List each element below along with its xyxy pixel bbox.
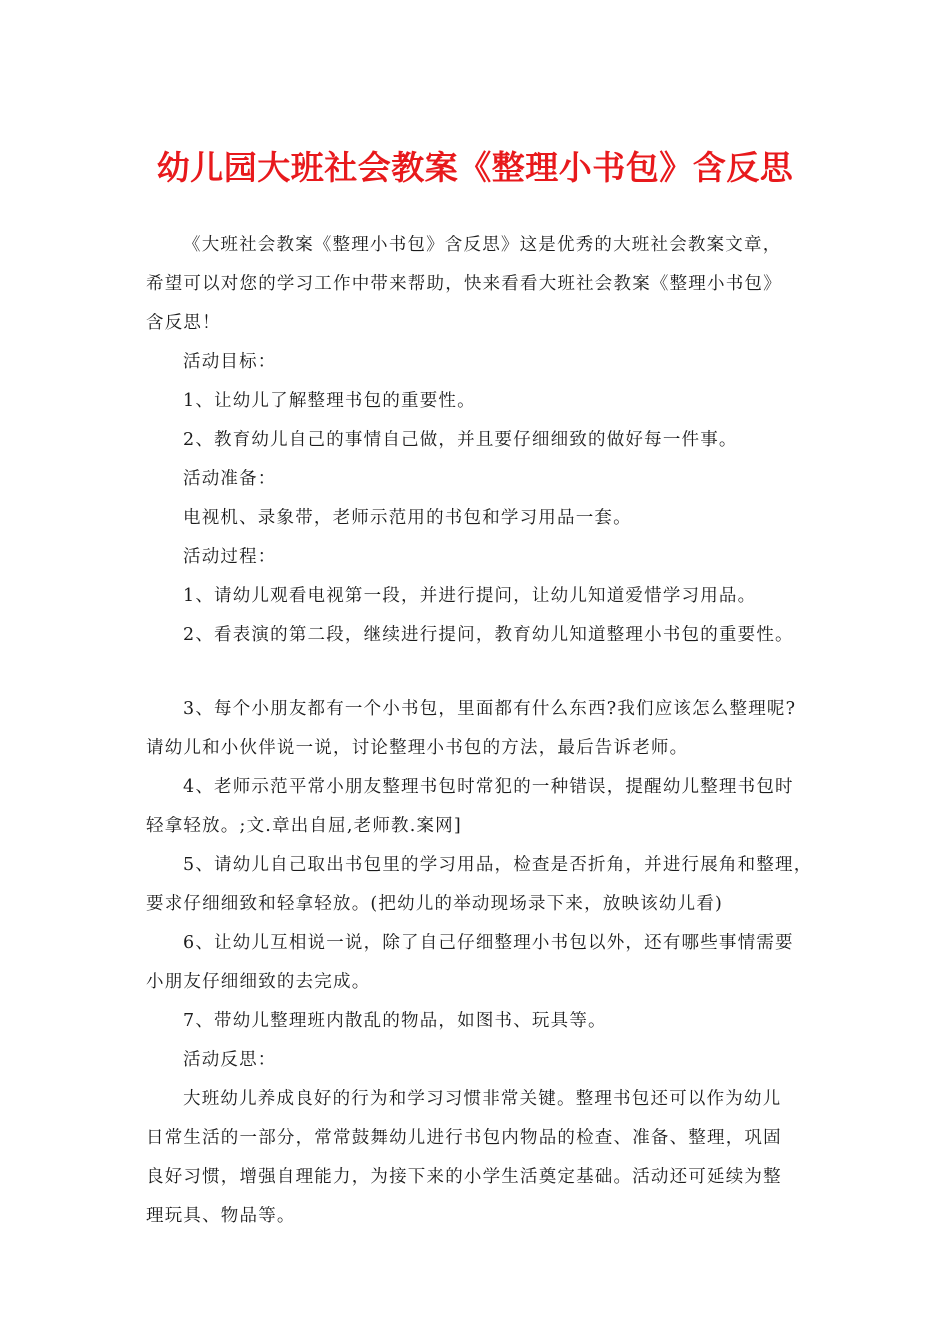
intro-line-3: 含反思！ [146, 313, 221, 333]
section-heading-reflection: 活动反思： [183, 1050, 277, 1070]
section-heading-preparation: 活动准备： [183, 469, 277, 489]
process-step-2: 2、看表演的第二段，继续进行提问，教育幼儿知道整理小书包的重要性。 [183, 625, 794, 645]
goal-item-2: 2、教育幼儿自己的事情自己做，并且要仔细细致的做好每一件事。 [183, 430, 738, 450]
goal-item-1: 1、让幼儿了解整理书包的重要性。 [183, 391, 476, 411]
section-heading-goals: 活动目标： [183, 352, 277, 372]
process-step-7: 7、带幼儿整理班内散乱的物品，如图书、玩具等。 [183, 1011, 607, 1031]
reflection-line-2: 日常生活的一部分，常常鼓舞幼儿进行书包内物品的检查、准备、整理，巩固 [146, 1128, 782, 1148]
reflection-line-3: 良好习惯，增强自理能力，为接下来的小学生活奠定基础。活动还可延续为整 [146, 1167, 782, 1187]
process-step-3-line-2: 请幼儿和小伙伴说一说，讨论整理小书包的方法，最后告诉老师。 [146, 738, 689, 758]
process-step-6-line-1: 6、让幼儿互相说一说，除了自己仔细整理小书包以外，还有哪些事情需要 [183, 933, 794, 953]
process-step-5-line-2: 要求仔细细致和轻拿轻放。(把幼儿的举动现场录下来，放映该幼儿看) [146, 894, 724, 914]
section-heading-process: 活动过程： [183, 547, 277, 567]
process-step-4-line-2: 轻拿轻放。;文.章出自屈,老师教.案网] [146, 816, 462, 836]
process-step-3-line-1: 3、每个小朋友都有一个小书包，里面都有什么东西?我们应该怎么整理呢? [183, 699, 797, 719]
process-step-5-line-1: 5、请幼儿自己取出书包里的学习用品，检查是否折角，并进行展角和整理， [183, 855, 813, 875]
reflection-line-1: 大班幼儿养成良好的行为和学习习惯非常关键。整理书包还可以作为幼儿 [183, 1089, 782, 1109]
preparation-text: 电视机、录象带，老师示范用的书包和学习用品一套。 [183, 508, 632, 528]
process-step-6-line-2: 小朋友仔细细致的去完成。 [146, 972, 371, 992]
reflection-line-4: 理玩具、物品等。 [146, 1206, 296, 1226]
intro-line-2: 希望可以对您的学习工作中带来帮助，快来看看大班社会教案《整理小书包》 [146, 274, 782, 294]
process-step-4-line-1: 4、老师示范平常小朋友整理书包时常犯的一种错误，提醒幼儿整理书包时 [183, 777, 794, 797]
document-title: 幼儿园大班社会教案《整理小书包》含反思 [156, 148, 794, 187]
process-step-1: 1、请幼儿观看电视第一段，并进行提问，让幼儿知道爱惜学习用品。 [183, 586, 757, 606]
intro-line-1: 《大班社会教案《整理小书包》含反思》这是优秀的大班社会教案文章， [183, 235, 782, 255]
